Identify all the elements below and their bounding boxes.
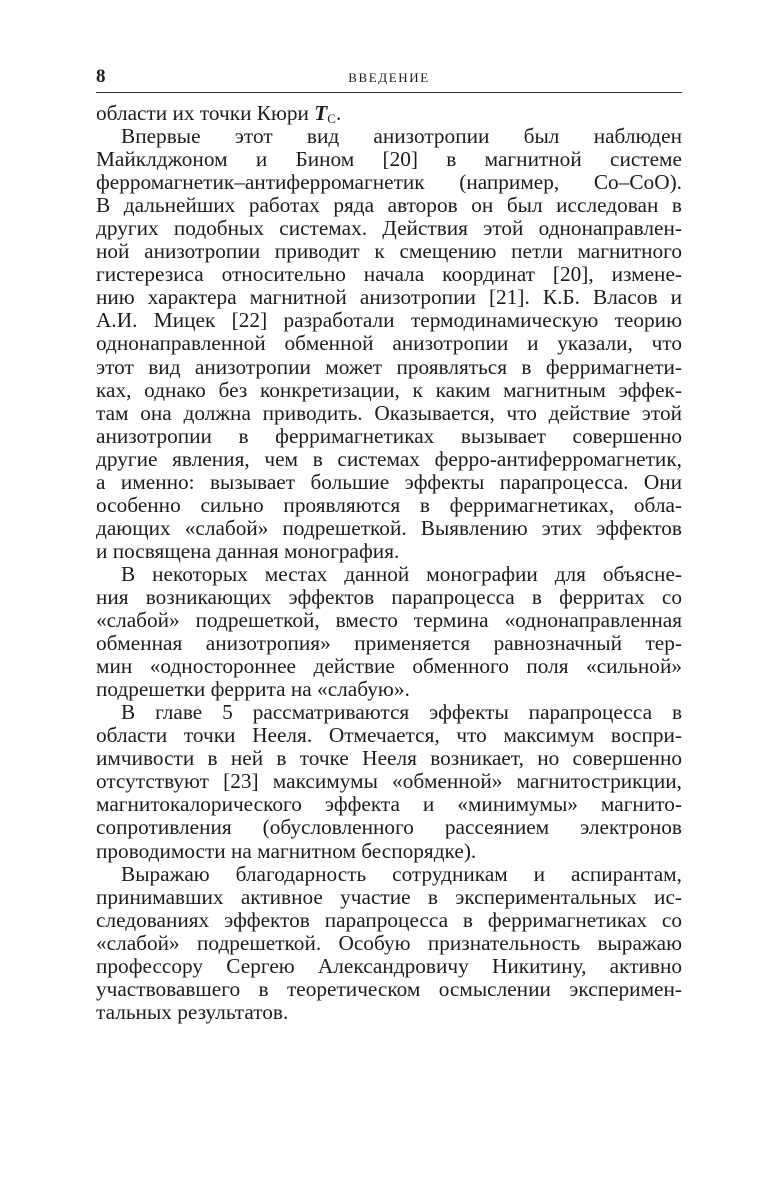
text-line: анизотропии в ферримагнетиках вызывает совершенно bbox=[96, 423, 682, 448]
text-line: гистерезиса относительно начала координат [20], измене- bbox=[96, 262, 682, 287]
text-line: там она должна приводить. Оказывается, что действие этой bbox=[96, 400, 682, 425]
text-line: этот вид анизотропии может проявляться в ферримагнети- bbox=[96, 354, 682, 379]
paragraph-first-line: Впервые этот вид анизотропии был наблюден bbox=[121, 124, 682, 149]
text-fragment: области их точки Кюри bbox=[96, 101, 315, 125]
text-line: Майклджоном и Бином [20] в магнитной системе bbox=[96, 147, 682, 172]
text-line: однонаправленной обменной анизотропии и указали, что bbox=[96, 331, 682, 356]
text-line: особенно сильно проявляются в ферримагнетиках, обла- bbox=[96, 492, 682, 517]
text-line: дающих «слабой» подрешеткой. Выявлению этих эффектов bbox=[96, 515, 682, 540]
page-header bbox=[96, 64, 682, 93]
paragraph-first-line: В главе 5 рассматриваются эффекты парапроцесса в bbox=[121, 700, 682, 725]
text-line: ферромагнетик–антиферромагнетик (например, Co–CoO). bbox=[96, 170, 682, 195]
text-line: профессору Сергею Александровичу Никитину, активно bbox=[96, 953, 682, 978]
text-line: обменная анизотропия» применяется равнозначный тер- bbox=[96, 631, 682, 656]
curie-temperature-symbol: $T_C$ bbox=[314, 101, 336, 126]
text-line: отсутствуют [23] максимумы «обменной» магнитострикции, bbox=[96, 769, 682, 794]
text-line: следованиях эффектов парапроцесса в ферримагнетиках со bbox=[96, 907, 682, 932]
text-line: принимавших активное участие в экспериментальных ис- bbox=[96, 884, 682, 909]
curie-subscript: C bbox=[327, 111, 336, 126]
text-line: области точки Нееля. Отмечается, что максимум воспри- bbox=[96, 723, 682, 748]
body-text bbox=[96, 102, 682, 1024]
paragraph-last-line: проводимости на магнитном беспорядке). bbox=[96, 838, 477, 863]
text-line: а именно: вызывает большие эффекты парапроцесса. Они bbox=[96, 469, 682, 494]
page-number: 8 bbox=[96, 66, 106, 87]
paragraph-first-line: Выражаю благодарность сотрудникам и аспирантам, bbox=[121, 861, 682, 886]
text-line: ния возникающих эффектов парапроцесса в ферритах со bbox=[96, 584, 682, 609]
text-line: магнитокалорического эффекта и «минимумы» магнито- bbox=[96, 792, 682, 817]
text-line: «слабой» подрешеткой, вместо термина «однонаправленная bbox=[96, 608, 682, 633]
text-line: нию характера магнитной анизотропии [21]. К.Б. Власов и bbox=[96, 285, 682, 310]
text-line: А.И. Мицек [22] разработали термодинамическую теорию bbox=[96, 308, 682, 333]
text-line: участвовавшего в теоретическом осмыслении эксперимен- bbox=[96, 976, 682, 1001]
text-line: ной анизотропии приводит к смещению петли магнитного bbox=[96, 239, 682, 264]
text-line: сопротивления (обусловленного рассеянием электронов bbox=[96, 815, 682, 840]
text-line: В дальнейших работах ряда авторов он был исследован в bbox=[96, 193, 682, 218]
running-head: ВВЕДЕНИЕ bbox=[348, 70, 430, 85]
paragraph-last-line: и посвящена данная монография. bbox=[96, 538, 400, 563]
text-line: «слабой» подрешеткой. Особую признательность выражаю bbox=[96, 930, 682, 955]
text-line: других подобных системах. Действия этой однонаправлен- bbox=[96, 216, 682, 241]
text-line: ках, однако без конкретизации, к каким магнитным эффек- bbox=[96, 377, 682, 402]
text-line: имчивости в ней в точке Нееля возникает, но совершенно bbox=[96, 746, 682, 771]
paragraph-last-line: подрешетки феррита на «слабую». bbox=[96, 677, 410, 702]
text-line: мин «одностороннее действие обменного поля «сильной» bbox=[96, 654, 682, 679]
paragraph-first-line: В некоторых местах данной монографии для объясне- bbox=[121, 561, 682, 586]
paragraph-last-line: тальных результатов. bbox=[96, 999, 289, 1024]
text-line: другие явления, чем в системах ферро-антиферромагнетик, bbox=[96, 446, 682, 471]
text-line bbox=[96, 102, 682, 125]
text-fragment: . bbox=[335, 101, 342, 125]
